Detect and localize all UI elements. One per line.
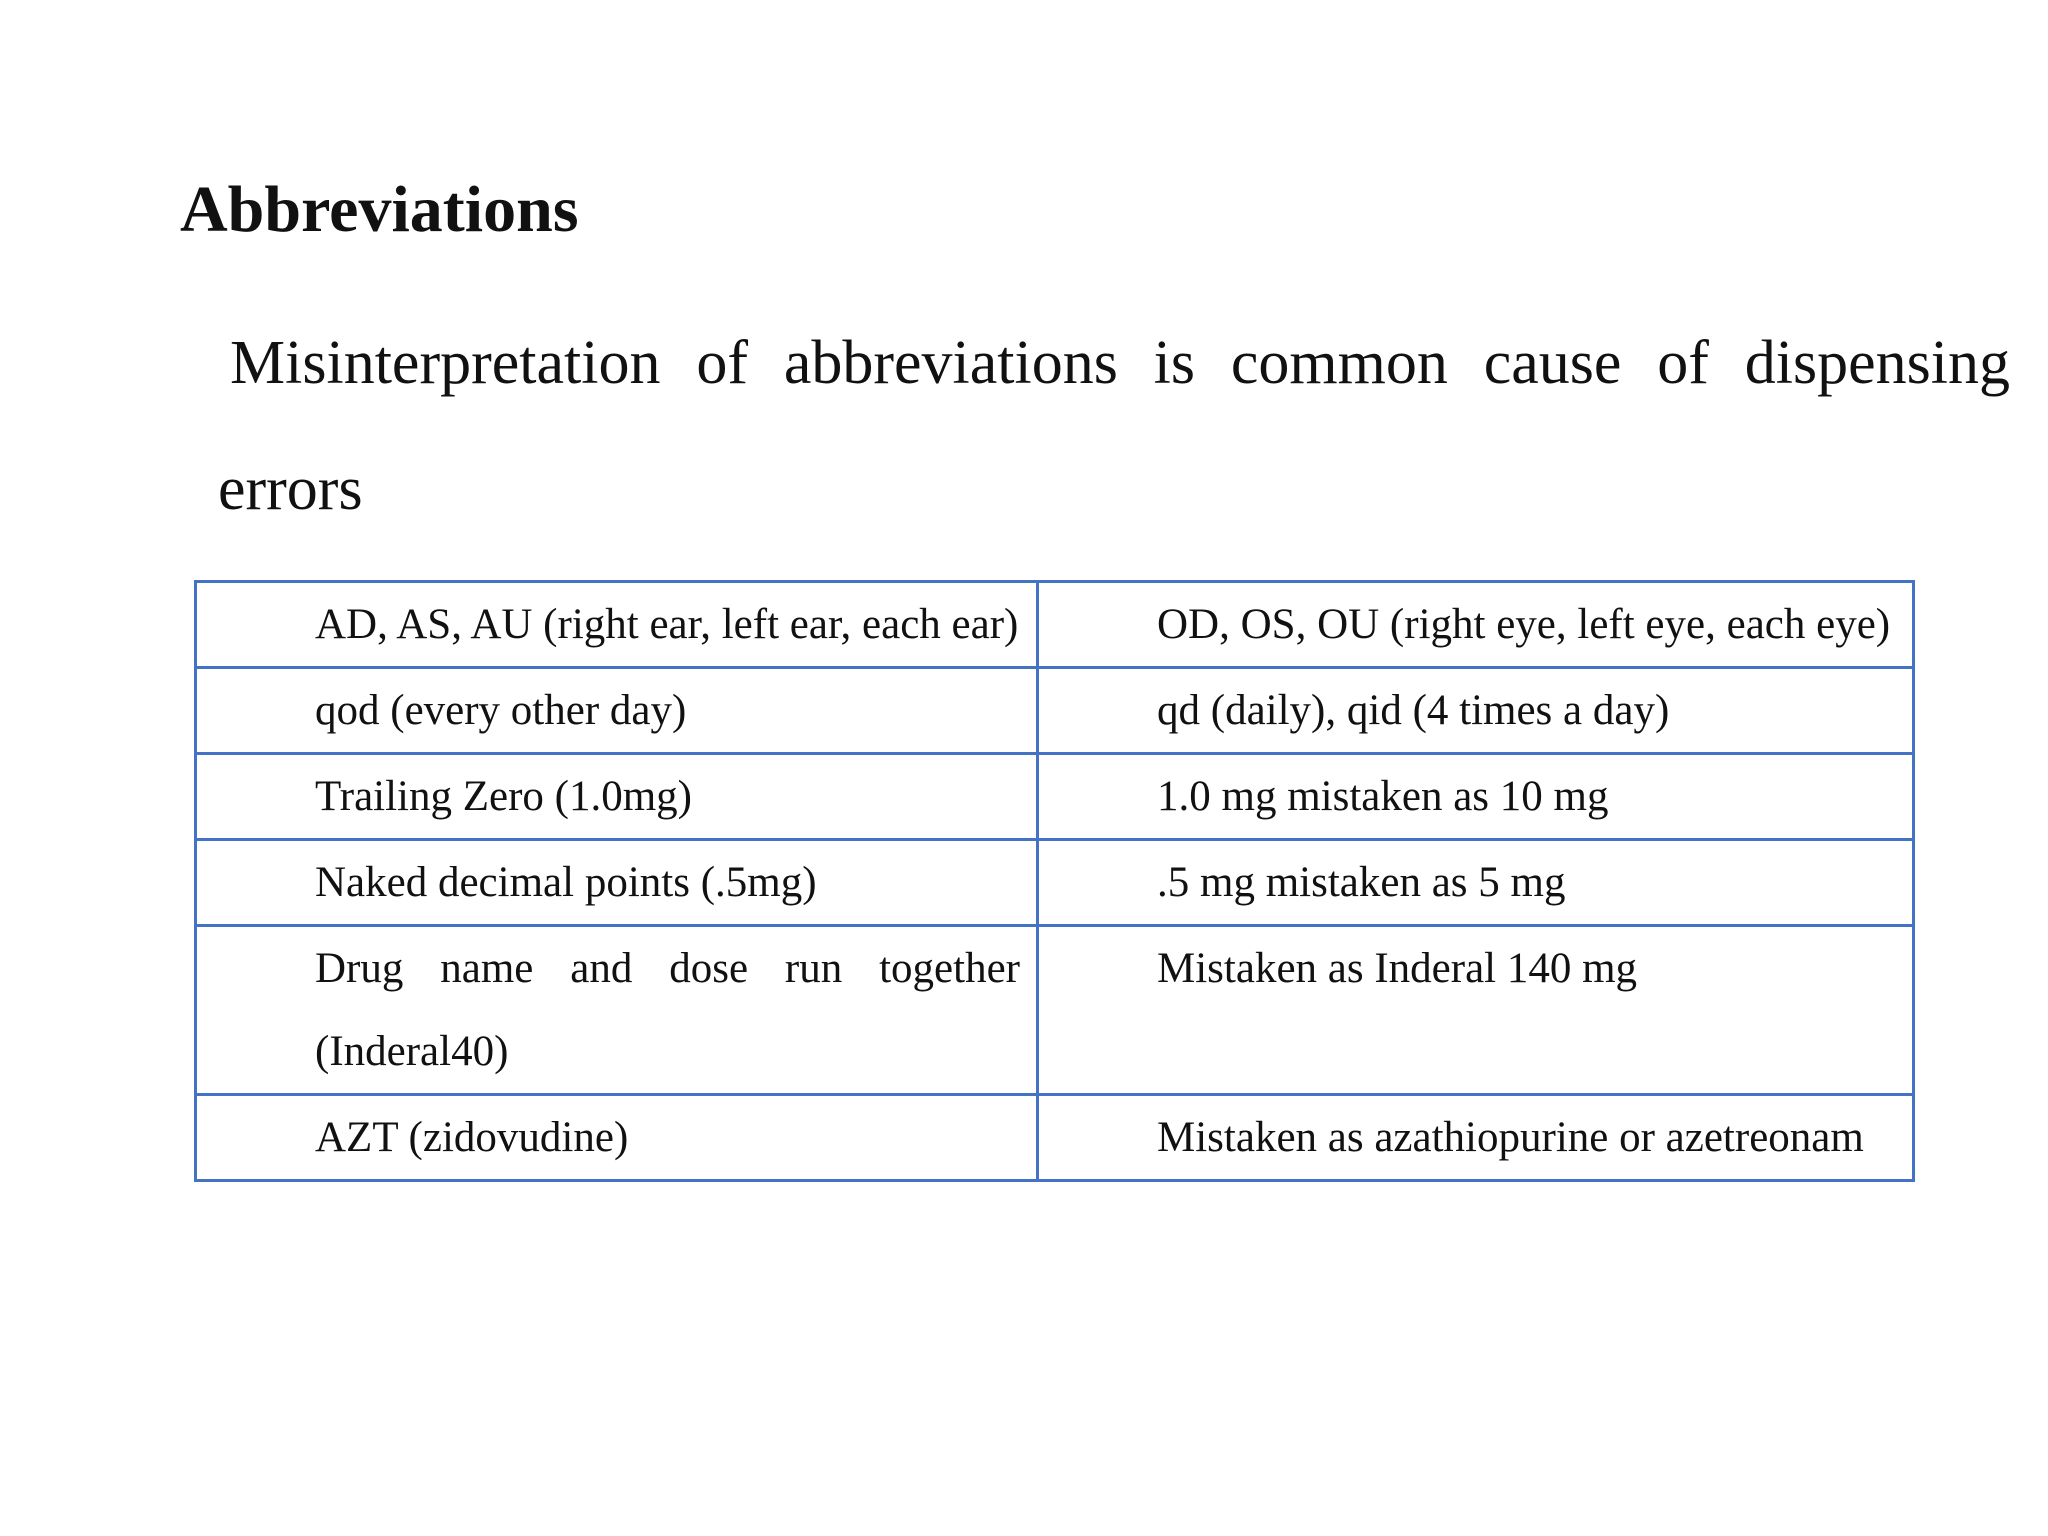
table-row: [196, 926, 1914, 1095]
confusion-cell: Mistaken as Inderal 140 mg: [1038, 926, 1914, 1095]
abbreviation-table: [194, 580, 1915, 1182]
table-row: [196, 668, 1914, 754]
table-row: [196, 840, 1914, 926]
confusion-cell: 1.0 mg mistaken as 10 mg: [1038, 754, 1914, 840]
abbreviation-cell: Trailing Zero (1.0mg): [196, 754, 1038, 840]
abbreviation-cell: qod (every other day): [196, 668, 1038, 754]
confusion-cell: OD, OS, OU (right eye, left eye, each eye): [1038, 582, 1914, 668]
table-row: [196, 1095, 1914, 1181]
abbreviation-cell: Drug name and dose run together (Inderal40): [196, 926, 1038, 1095]
confusion-cell: qd (daily), qid (4 times a day): [1038, 668, 1914, 754]
confusion-cell: Mistaken as azathiopurine or azetreonam: [1038, 1095, 1914, 1181]
abbreviation-cell: Naked decimal points (.5mg): [196, 840, 1038, 926]
table-row: [196, 754, 1914, 840]
abbreviation-cell: AZT (zidovudine): [196, 1095, 1038, 1181]
table-row: [196, 582, 1914, 668]
confusion-cell: .5 mg mistaken as 5 mg: [1038, 840, 1914, 926]
abbreviation-cell: AD, AS, AU (right ear, left ear, each ear): [196, 582, 1038, 668]
slide-title: Abbreviations: [180, 173, 579, 246]
intro-text: Misinterpretation of abbreviations is common cause of dispensing errors: [218, 329, 2010, 523]
